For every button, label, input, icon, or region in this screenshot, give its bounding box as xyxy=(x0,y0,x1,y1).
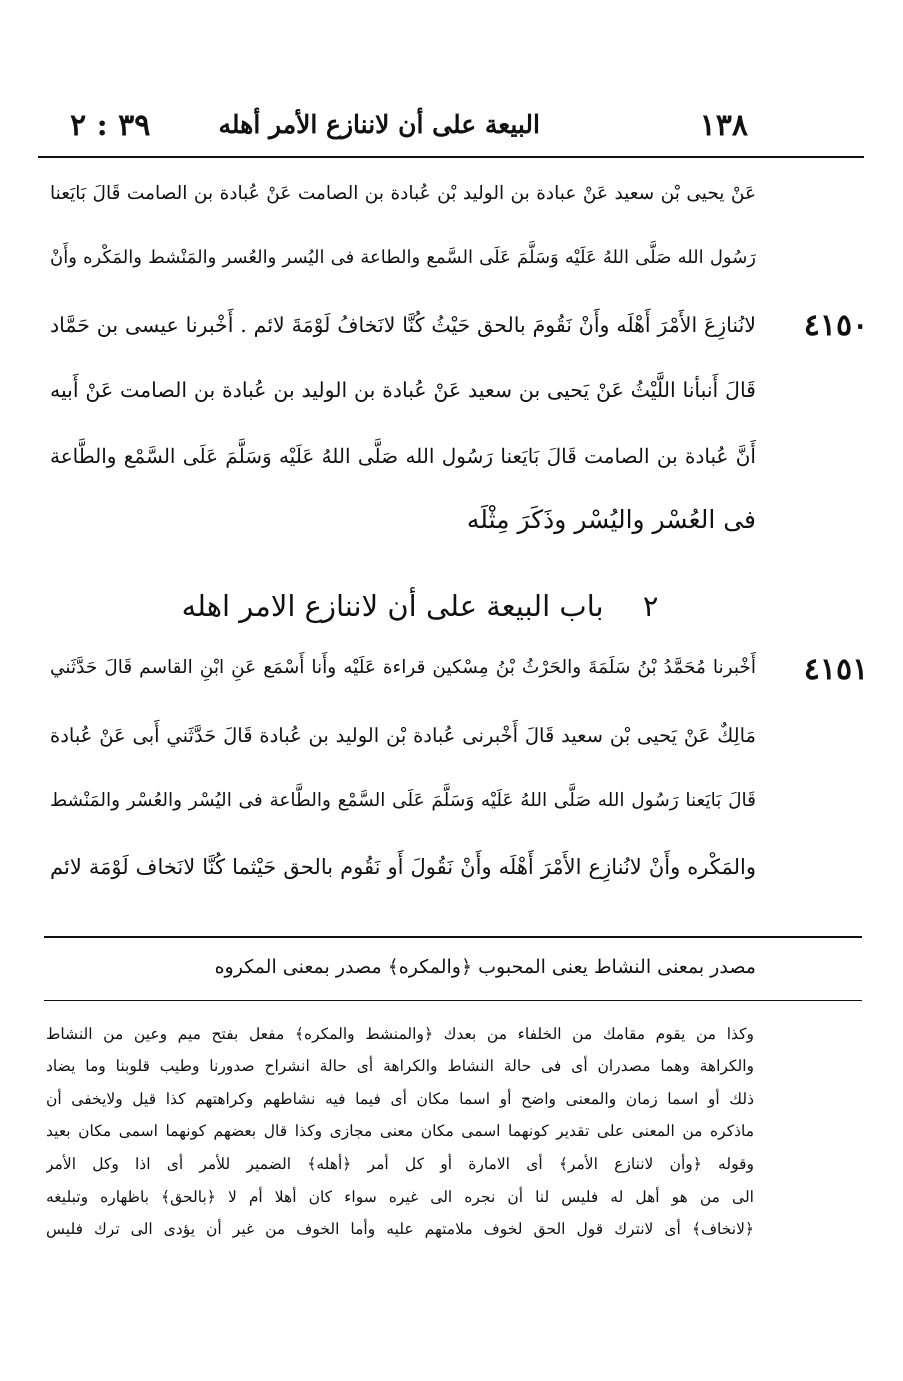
hadith-4150-line-1: عَنْ يحيى بْن سعيد عَنْ عبادة بن الوليد بْن عُبادة بن الصامت عَنْ عُبادة بن الصامت قَالَ بَايَعنا xyxy=(50,183,756,204)
footnote-line-2: والكراهة وهما مصدران أى فى حالة النشاط والكراهة أى حالة انشراح صدورنا وطيب قلوبنا وما يضاد xyxy=(46,1057,754,1075)
footnote-sub-divider xyxy=(44,1000,862,1001)
hadith-4151-line-3: قَالَ بَايَعنا رَسُول الله صَلَّى اللهُ عَلَيْه وَسَلَّمَ عَلَى السَّمْع والطَّاعة فى اليُسْر والعُسْر والمَنْشط xyxy=(50,790,756,811)
hadith-number-4151: ٤١٥١ xyxy=(803,652,869,687)
header-divider xyxy=(38,156,864,158)
chapter-heading xyxy=(160,586,680,626)
running-title: البيعة على أن لاننازع الأمر أهله xyxy=(218,110,540,139)
footnote-main: مصدر بمعنى النشاط يعنى المحبوب ﴿والمكره﴾ مصدر بمعنى المكروه xyxy=(214,956,756,978)
footnote-line-4: ماذكره من المعنى على تقدير كونهما اسمى مكان معنى مجازى وكذا قال بعضهم كونهما اسمى مكان بعيد xyxy=(46,1122,754,1140)
page-number: ١٣٨ xyxy=(699,108,748,143)
footnote-line-5: وقوله ﴿وأن لاننازع الأمر﴾ أى الامارة أو كل أمر ﴿أهله﴾ الضمير للأمر أى اذا وكل الأمر xyxy=(46,1155,754,1173)
hadith-4151-line-1: أَخْبرنا مُحَمَّدُ بْنُ سَلَمَةَ والحَرْثُ بْنُ مِسْكين قراءة عَلَيْه وأَنا أَسْمَع عَنِ ابْنِ القاسم قَالَ حَدَّثَني xyxy=(50,657,756,678)
footnote-line-7: ﴿لانخاف﴾ أى لانترك قول الحق لخوف ملامتهم عليه وأما الخوف من غير أن يؤدى الى ترك فليس xyxy=(46,1220,754,1238)
chapter-title: باب البيعة على أن لاننازع الامر اهله xyxy=(181,589,604,623)
page-header xyxy=(40,108,860,154)
chapter-reference: ٣٩ : ٢ xyxy=(70,108,151,143)
chapter-number: ٢ xyxy=(642,589,659,623)
hadith-4150-line-4: قَالَ أَنبأنا اللَّيْثُ عَنْ يَحيى بن سعيد عَنْ عُبادة بن الوليد بن عُبادة بن الصامت عَنْ أَبيه xyxy=(50,378,756,402)
footnote-line-6: الى من هو أهل له فليس لنا أن نجره الى غيره سواء كان أهلا أم لا ﴿بالحق﴾ باظهاره وتبليغه xyxy=(46,1188,754,1206)
hadith-4150-line-5: أَنَّ عُبادة بن الصامت قَالَ بَايَعنا رَسُول الله صَلَّى اللهُ عَلَيْه وَسَلَّمَ عَلَى السَّمْع والطَّاعة xyxy=(50,444,756,468)
hadith-4150-line-2: رَسُول الله صَلَّى اللهُ عَلَيْه وَسَلَّمَ عَلَى السَّمع والطاعة فى اليُسر والعُسر والمَنْشط والمَكْره وأَنْ xyxy=(50,247,756,268)
footnote-divider xyxy=(44,936,862,938)
hadith-4151-line-4: والمَكْره وأَنْ لانُنازِع الأَمْرَ أَهْلَه وأَنْ نَقُولَ أَو نَقُوم بالحق حَيْثما كُنَّا لانَخاف لَوْمَة لائم xyxy=(50,855,756,879)
footnote-line-1: وكذا من يقوم مقامك من الخلفاء من بعدك ﴿والمنشط والمكره﴾ مفعل بفتح ميم وعين من النشاط xyxy=(46,1025,754,1043)
hadith-4150-line-6: فى العُسْر واليُسْر وذَكَرَ مِثْلَه xyxy=(466,505,756,534)
hadith-4151-line-2: مَالِكٌ عَنْ يَحيى بْن سعيد قَالَ أَخْبرنى عُبادة بْن الوليد بن عُبادة قَالَ حَدَّثَني أَبى عَنْ عُبادة xyxy=(50,724,756,747)
hadith-number-4150: ٤١٥٠ xyxy=(803,308,869,343)
footnote-line-3: ذلك أو اسما زمان والمعنى واضح أو اسما مكان أى فيما فيه نشاطهم وكراهتهم كذا قيل ولايخفى أن xyxy=(46,1090,754,1108)
hadith-4150-line-3: لانُنازِعَ الأَمْرَ أَهْلَه وأَنْ نَقُومَ بالحق حَيْثُ كُنَّا لانَخافُ لَوْمَةَ لائم . أَخْبرنا عيسى بن حَمَّاد xyxy=(50,313,756,337)
